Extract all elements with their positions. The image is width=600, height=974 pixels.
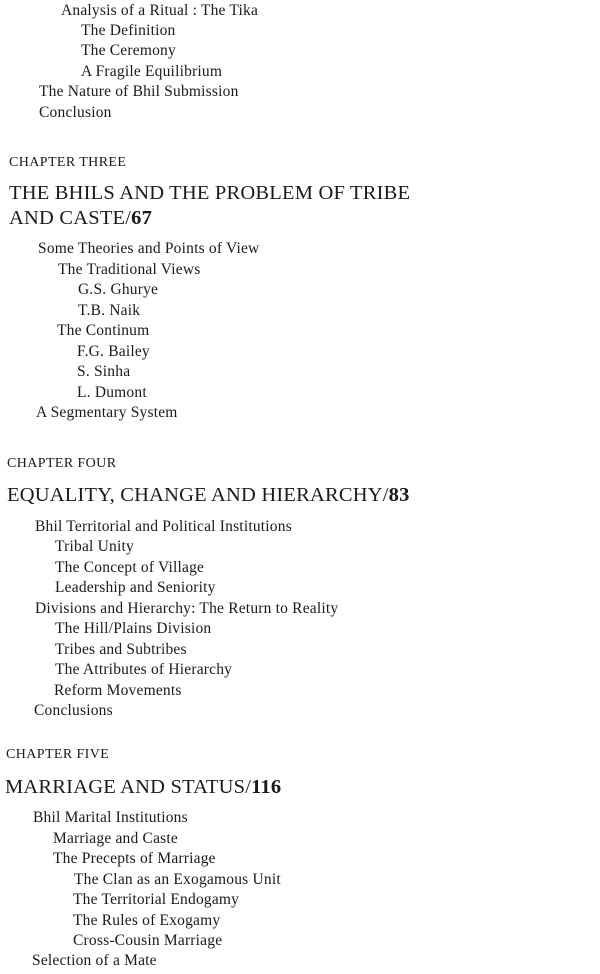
chapter-page-number: 67 bbox=[131, 207, 153, 229]
chapter-label: CHAPTER THREE bbox=[9, 155, 127, 170]
toc-entry: The Ceremony bbox=[81, 42, 176, 59]
toc-entry: Reform Movements bbox=[54, 682, 182, 699]
toc-entry: F.G. Bailey bbox=[77, 343, 150, 360]
chapter-title-text: MARRIAGE AND STATUS/ bbox=[5, 776, 252, 798]
toc-entry: Analysis of a Ritual : The Tika bbox=[61, 2, 259, 19]
toc-entry: Tribal Unity bbox=[55, 538, 134, 555]
toc-entry: S. Sinha bbox=[77, 363, 131, 380]
chapter-page-number: 116 bbox=[251, 776, 282, 798]
toc-entry: The Hill/Plains Division bbox=[55, 620, 212, 637]
chapter-title: THE BHILS AND THE PROBLEM OF TRIBE bbox=[9, 182, 411, 204]
toc-entry: The Nature of Bhil Submission bbox=[39, 83, 239, 100]
chapter-label: CHAPTER FOUR bbox=[7, 456, 117, 471]
toc-entry: The Rules of Exogamy bbox=[73, 912, 221, 929]
chapter-page-number: 83 bbox=[388, 484, 410, 506]
toc-entry: Some Theories and Points of View bbox=[38, 240, 260, 257]
toc-entry: T.B. Naik bbox=[78, 302, 141, 319]
toc-entry: The Concept of Village bbox=[55, 559, 205, 576]
toc-entry: L. Dumont bbox=[77, 384, 147, 401]
toc-entry: The Definition bbox=[81, 22, 176, 39]
toc-entry: G.S. Ghurye bbox=[78, 281, 159, 298]
toc-entry: Bhil Marital Institutions bbox=[33, 809, 188, 826]
toc-entry: Cross-Cousin Marriage bbox=[73, 932, 223, 949]
toc-entry: Selection of a Mate bbox=[32, 952, 157, 969]
toc-entry: Tribes and Subtribes bbox=[55, 641, 187, 658]
toc-entry: The Attributes of Hierarchy bbox=[55, 661, 233, 678]
toc-entry: A Segmentary System bbox=[36, 404, 178, 421]
chapter-title-text: EQUALITY, CHANGE AND HIERARCHY/ bbox=[7, 484, 389, 506]
toc-entry: Divisions and Hierarchy: The Return to Reality bbox=[35, 600, 339, 617]
chapter-title bbox=[5, 775, 281, 799]
toc-entry: The Continum bbox=[57, 322, 150, 339]
toc-entry: Conclusion bbox=[39, 104, 112, 121]
chapter-title-text: AND CASTE/ bbox=[9, 207, 132, 229]
toc-entry: Marriage and Caste bbox=[53, 830, 178, 847]
toc-entry: The Territorial Endogamy bbox=[73, 891, 240, 908]
toc-entry: Leadership and Seniority bbox=[55, 579, 216, 596]
toc-entry: Bhil Territorial and Political Institutions bbox=[35, 518, 292, 535]
chapter-title bbox=[7, 483, 410, 507]
toc-entry: Conclusions bbox=[34, 702, 113, 719]
chapter-title bbox=[9, 206, 152, 230]
toc-entry: A Fragile Equilibrium bbox=[81, 63, 223, 80]
toc-entry: The Traditional Views bbox=[58, 261, 201, 278]
chapter-label: CHAPTER FIVE bbox=[6, 747, 110, 762]
toc-entry: The Clan as an Exogamous Unit bbox=[74, 871, 281, 888]
toc-entry: The Precepts of Marriage bbox=[53, 850, 216, 867]
